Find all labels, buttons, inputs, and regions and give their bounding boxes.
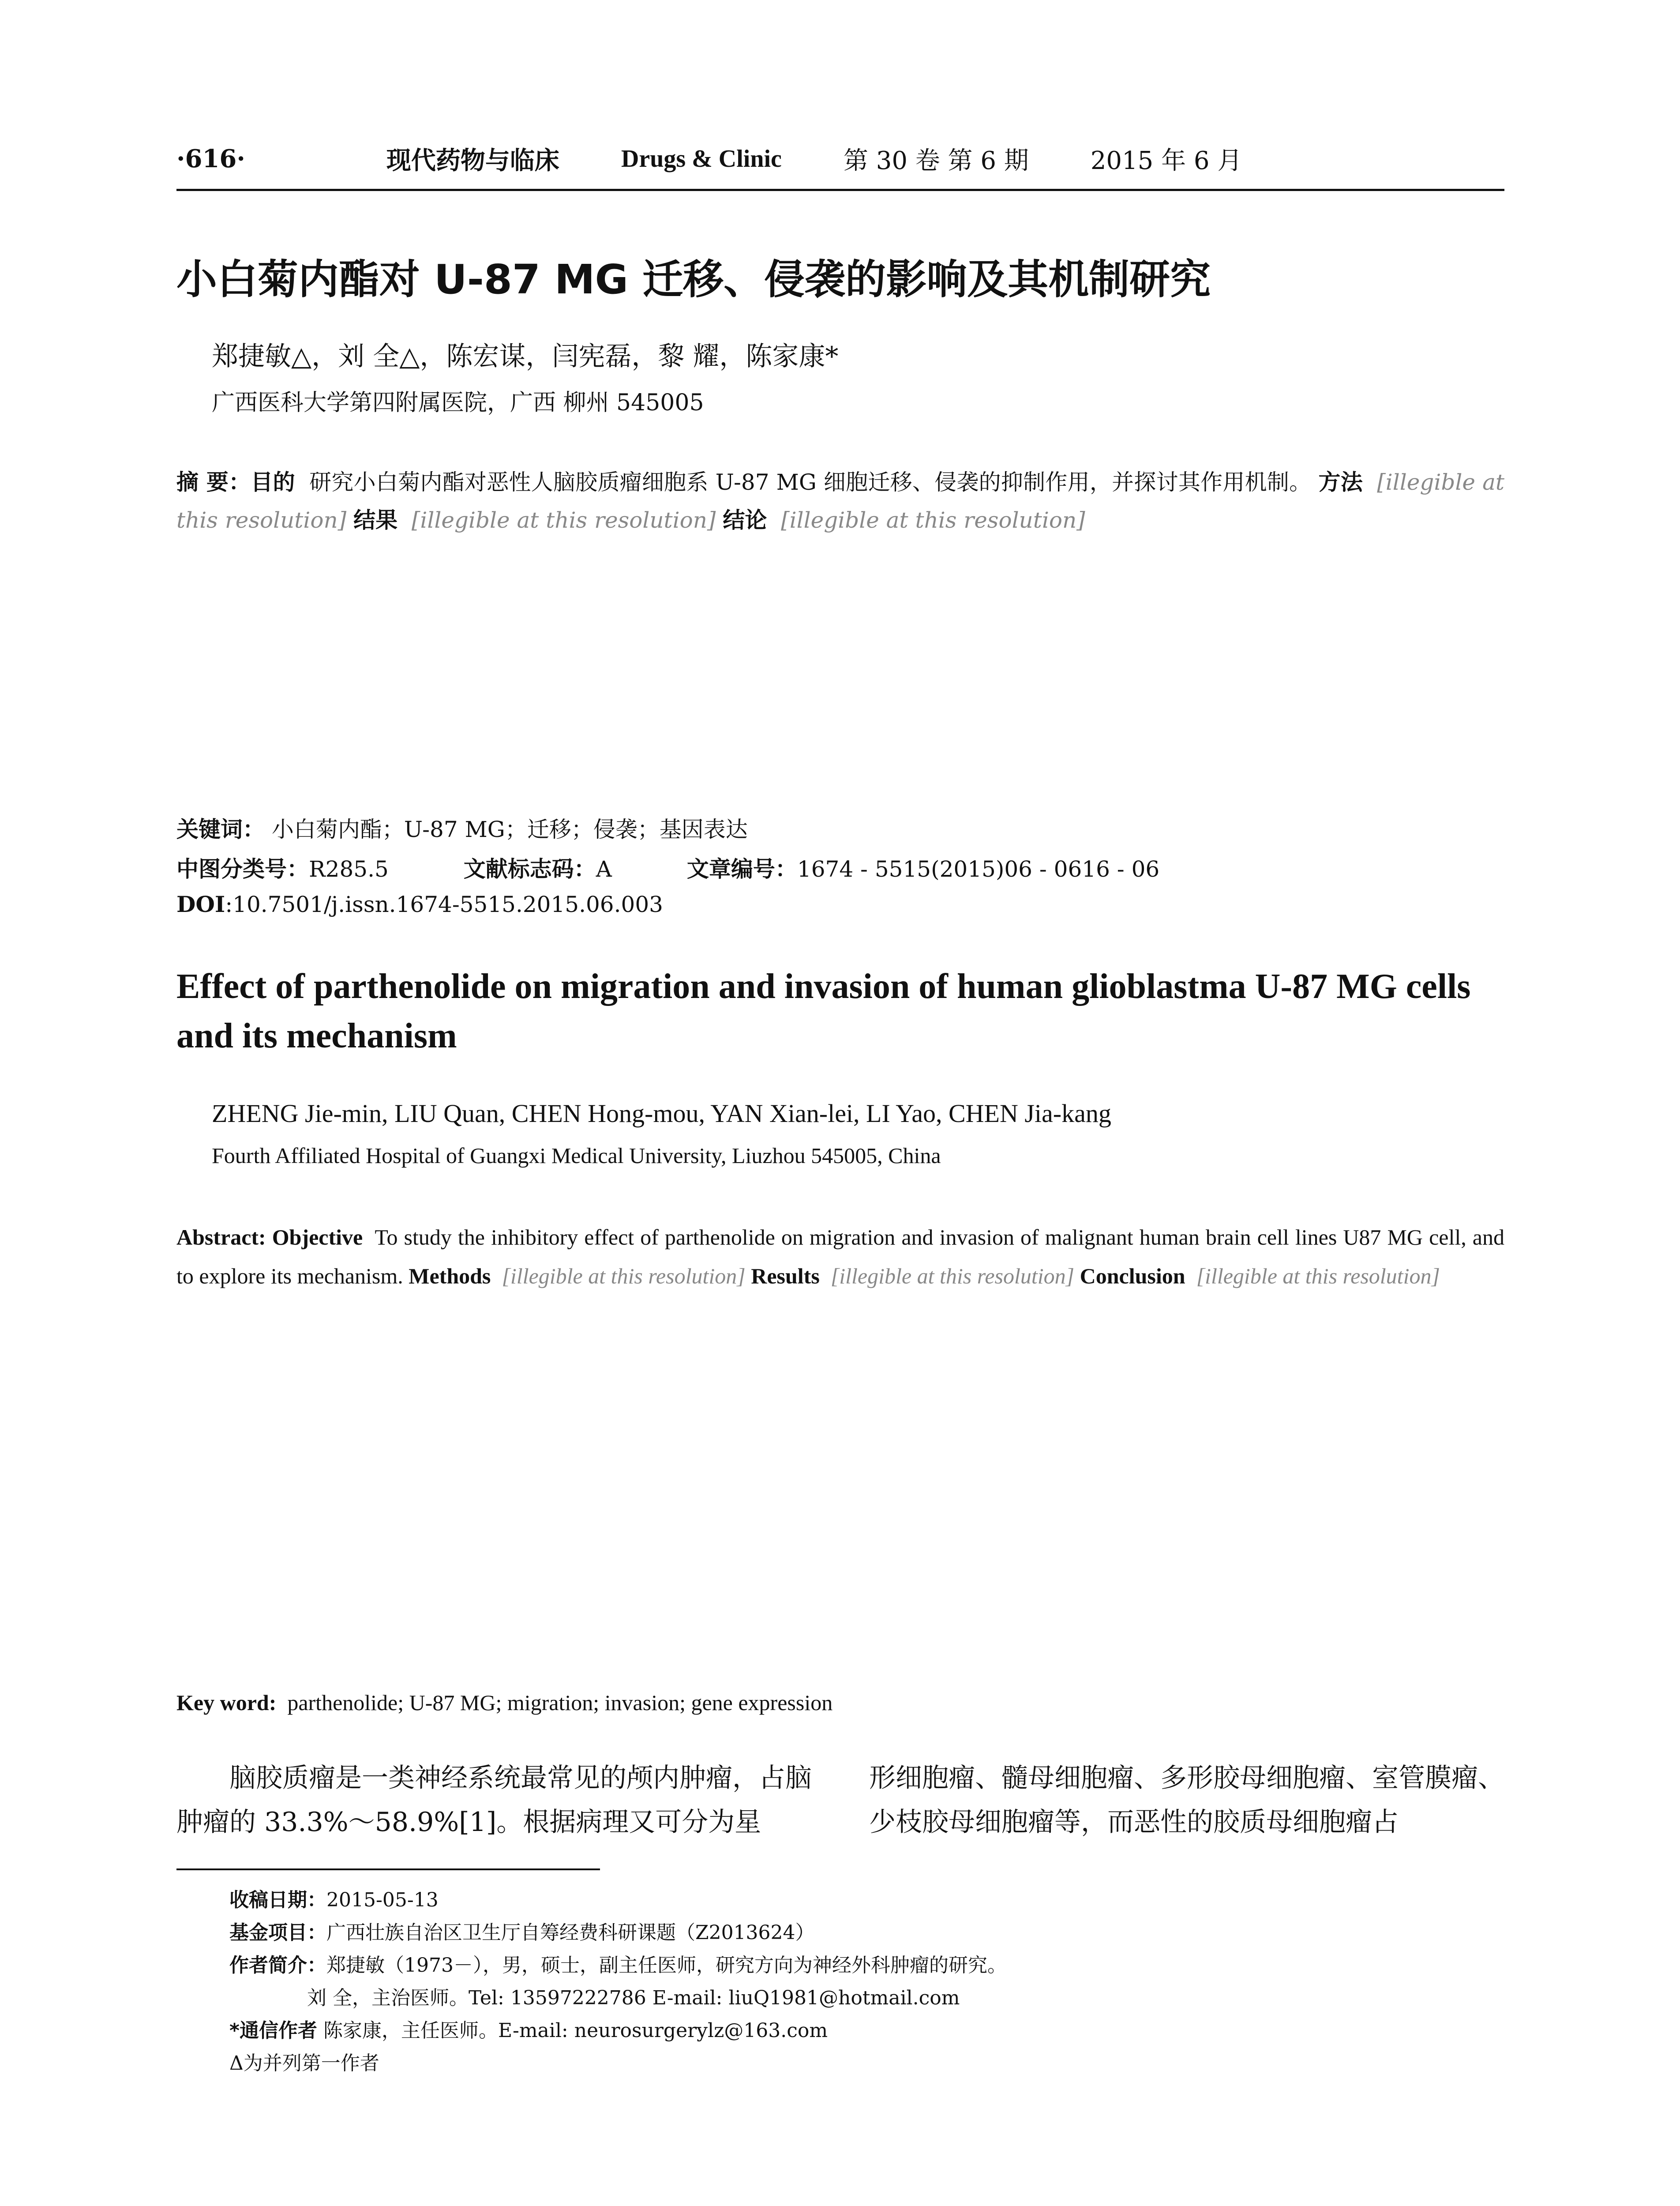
abstract-en-methods: [illegible at this resolution] [502, 1264, 746, 1288]
corresponding-label: *通信作者 [229, 2019, 318, 2042]
doc-code-label: 文献标志码： [463, 856, 596, 882]
fund-text: 广西壮族自治区卫生厅自筹经费科研课题（Z2013624） [326, 1921, 815, 1944]
abstract-cn-label: 摘 要：目的 [176, 469, 295, 495]
article-title-en: Effect of parthenolide on migration and invasion of human glioblastma U-87 MG cells and its mechanism [176, 967, 1471, 1055]
footnote-corresponding [229, 2015, 1007, 2047]
abstract-cn-methods-label: 方法 [1318, 469, 1363, 495]
footnote-received [229, 1884, 1007, 1917]
abstract-en-label: Abstract: Objective [176, 1225, 363, 1249]
volume-issue: 第 30 卷 第 6 期 [843, 146, 1029, 175]
footnote-cofirst-note: Δ为并列第一作者 [229, 2052, 379, 2075]
clc-value: R285.5 [309, 856, 389, 882]
doi [176, 891, 663, 917]
doc-code-entry [464, 852, 612, 883]
footnote-bio [229, 1949, 1007, 1982]
abstract-en [176, 1218, 1504, 1295]
abstract-cn-conclusion: [illegible at this resolution] [781, 507, 1085, 533]
abstract-en-conclusion: [illegible at this resolution] [1196, 1264, 1440, 1288]
keywords-cn-text: 小白菊内酯；U-87 MG；迁移；侵袭；基因表达 [271, 817, 748, 842]
authors-en: ZHENG Jie-min, LIU Quan, CHEN Hong-mou, YAN Xian-lei, LI Yao, CHEN Jia-kang [212, 1099, 1111, 1128]
bio-label: 作者简介： [229, 1954, 326, 1977]
article-number-entry [687, 852, 1159, 883]
footnote-divider [176, 1868, 600, 1870]
affiliation-cn: 广西医科大学第四附属医院，广西 柳州 545005 [212, 390, 704, 416]
bio-second-author: 刘 全，主治医师。Tel: 13597222786 E-mail: liuQ1981@hotmail.com [307, 1987, 960, 2009]
journal-name-en: Drugs & Clinic [621, 145, 782, 173]
doc-code-value: A [596, 856, 612, 882]
abstract-en-methods-label: Methods [409, 1264, 491, 1288]
footnotes [229, 1884, 1007, 2080]
article-title-cn: 小白菊内酯对 U-87 MG 迁移、侵袭的影响及其机制研究 [176, 256, 1211, 303]
corresponding-author: 陈家康，主任医师。E-mail: neurosurgerylz@163.com [323, 2019, 828, 2042]
issue-date: 2015 年 6 月 [1090, 146, 1242, 175]
keywords-en-text: parthenolide; U-87 MG; migration; invasion; gene expression [287, 1690, 833, 1715]
doi-label: DOI [176, 891, 225, 917]
doi-value: :10.7501/j.issn.1674-5515.2015.06.003 [225, 892, 663, 917]
received-label: 收稿日期： [229, 1889, 326, 1911]
body-column-right: 形细胞瘤、髓母细胞瘤、多形胶母细胞瘤、室管膜瘤、少枝胶母细胞瘤等，而恶性的胶质母细胞瘤占 [869, 1763, 1504, 1838]
fund-label: 基金项目： [229, 1921, 326, 1944]
footnote-bio-2 [229, 1982, 1007, 2015]
abstract-en-results-label: Results [751, 1264, 820, 1288]
keywords-en-label: Key word: [176, 1690, 277, 1715]
abstract-cn [176, 463, 1504, 539]
clc-label: 中图分类号： [176, 856, 309, 882]
received-date: 2015-05-13 [326, 1889, 439, 1911]
clc-entry [176, 852, 389, 883]
abstract-cn-results-label: 结果 [353, 507, 398, 533]
abstract-en-objective: To study the inhibitory effect of parthenolide on migration and invasion of malignant human brain cell lines U87 MG cell, and to explore its mechanism. [176, 1225, 1504, 1288]
abstract-en-results: [illegible at this resolution] [830, 1264, 1075, 1288]
body-column-left: 脑胶质瘤是一类神经系统最常见的颅内肿瘤，占脑肿瘤的 33.3%～58.9%[1]。根据病理又可分为星 [176, 1763, 812, 1838]
article-number-value: 1674 - 5515(2015)06 - 0616 - 06 [797, 856, 1160, 882]
article-number-label: 文章编号： [686, 856, 797, 882]
bio-first-author: 郑捷敏（1973－），男，硕士，副主任医师，研究方向为神经外科肿瘤的研究。 [326, 1954, 1007, 1977]
abstract-cn-conclusion-label: 结论 [723, 507, 767, 533]
authors-cn: 郑捷敏△，刘 全△，陈宏谋，闫宪磊，黎 耀，陈家康* [212, 341, 839, 372]
keywords-cn-label: 关键词： [176, 817, 265, 842]
keywords-en [176, 1690, 832, 1715]
journal-name-cn: 现代药物与临床 [386, 146, 559, 175]
abstract-cn-objective: 研究小白菊内酯对恶性人脑胶质瘤细胞系 U-87 MG 细胞迁移、侵袭的抑制作用，并探讨其作用机制。 [309, 469, 1312, 495]
running-header [176, 141, 1504, 191]
abstract-cn-results: [illegible at this resolution] [411, 507, 716, 533]
abstract-en-conclusion-label: Conclusion [1080, 1264, 1185, 1288]
page-number: ·616· [176, 144, 245, 173]
affiliation-en: Fourth Affiliated Hospital of Guangxi Medical University, Liuzhou 545005, China [212, 1143, 941, 1168]
classification-meta [176, 852, 1159, 883]
footnote-fund [229, 1917, 1007, 1949]
keywords-cn [176, 812, 748, 844]
abstract-cn-methods: [illegible at this resolution] [176, 469, 1504, 533]
